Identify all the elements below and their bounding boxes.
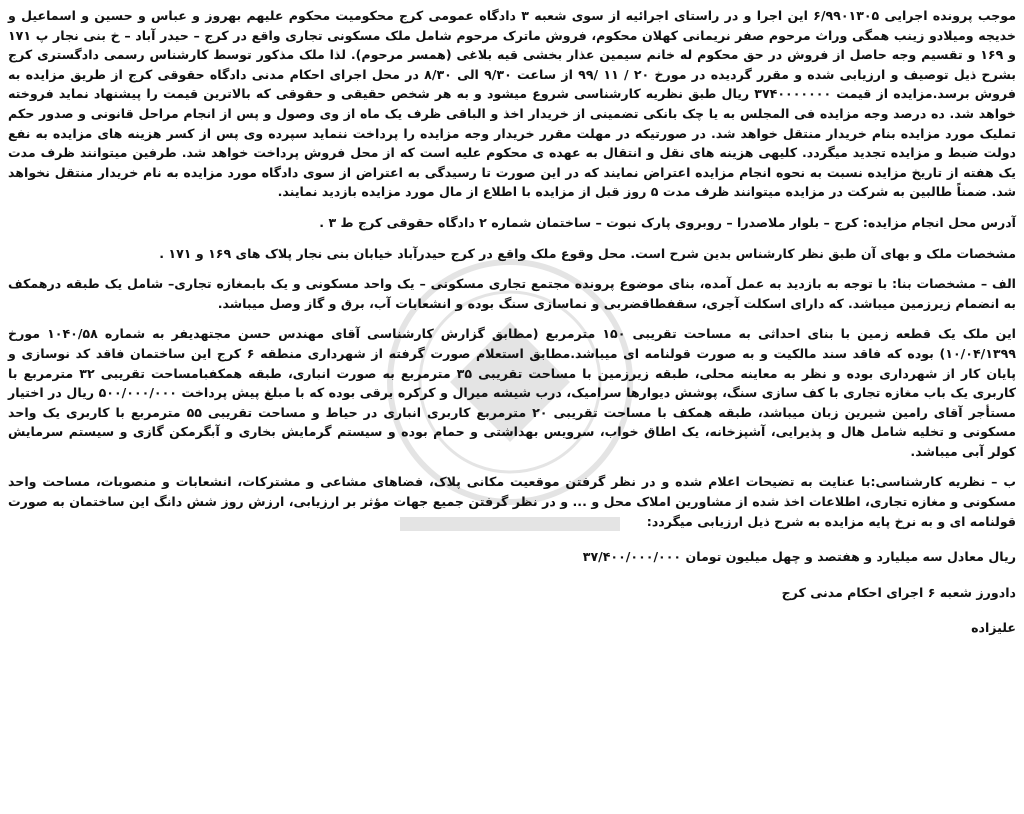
paragraph-property-details: این ملک یک قطعه زمین با بنای احداثی به مساحت تقریبی ۱۵۰ مترمربع (مطابق گزارش کارشناسی آقای مهندس حسن مجتهدیفر به شماره ۱۰۴۰/۵۸ مورخ ۱۰/۰۴/۱۳۹۹) بوده که فاقد سند مالکیت و به صورت قولنامه ای میباشد.مطابق استعلام صورت گرفته از شهرداری منطقه ۶ کرج این ساختمان فاقد کد نوسازی و پایان کار از شهرداری بوده و نظر به معاینه محلی، طبقه زیرزمین با مساحت تقریبی ۳۵ مترمربع به صورت انباری، طبقه همکفبامساحت تقریبی ۳۲ مترمربع با کاربری یک باب مغازه تجاری با کف سازی سنگ، پوشش دیوارها سرامیک، درب شیشه میرال و کرکره برقی بوده که با مبلغ پیش پرداخت ۵۰۰/۰۰۰/۰۰۰ ریال در اختیار مستأجر آقای رامین شیرین زبان میباشد، طبقه همکف با مساحت تقریبی ۲۰ مترمربع کاربری انباری در حیاط و مساحت تقریبی ۵۵ مترمربع با کاربری یک واحد مسکونی و تخلیه شامل هال و پذیرایی، آشپزخانه، یک اطاق خواب، سرویس بهداشتی و حمام بوده و سیستم گرمایش بخاری و آبگرمکن گازی و سیستم سرمایش کولر آبی میباشد. [8, 326, 1016, 459]
paragraph-auction-address: آدرس محل انجام مزایده: کرج – بلوار ملاصدرا – روبروی پارک نبوت – ساختمان شماره ۲ دادگاه حقوقی کرج ط ۳ . [319, 214, 1016, 230]
paragraph-intro: موجب پرونده اجرایی ۶/۹۹۰۱۳۰۵ این اجرا و در راستای اجرائیه از سوی شعبه ۳ دادگاه عمومی کرج محکومیت محکوم علیهم بهروز و عباس و حسین و اسماعیل و خدیجه ومیلادو زینب همگی وراث مرحوم صفر نریمانی کهلان محکوم، فروش ماترک مرحوم شامل ملک مسکونی تجاری واقع در کرج – حیدر آباد – خ بنی نجار پ ۱۷۱ و ۱۶۹ و تقسیم وجه حاصل از فروش در حق محکوم له خانم سیمین عذار بخشی قیه بلاغی (همسر مرحوم). لذا ملک مذکور توسط کارشناس رسمی دادگستری کرج بشرح ذیل توصیف و ارزیابی شده و مقرر گردیده در مورخ ۲۰ / ۱۱ /۹۹ از ساعت ۹/۳۰ الی ۸/۳۰ در محل اجرای احکام مدنی دادگاه حقوقی کرج از طریق مزایده به فروش برسد.مزایده از قیمت ۳۷۴۰۰۰۰۰۰۰ ریال طبق نظریه کارشناسی شروع میشود و به هر شخص حقیقی و حقوقی که بالاترین قیمت را پیشنهاد نماید فروخته خواهد شد. ده درصد وجه مزایده فی المجلس به یا چک بانکی تضمینی از خریدار اخذ و الباقی ظرف یک ماه از وی وصول و پس از انجام مراحل قانونی و صدور حکم تملیک مورد مزایده بنام خریدار منتقل خواهد شد. در صورتیکه در مهلت مقرر خریدار وجه مزایده را پرداخت ننماید سپرده وی پس از کسر هزینه های مزایده به نفع دولت ضبط و مزایده تجدید میگردد. کلیهی هزینه های نقل و انتقال به عهده ی محکوم علیه است که از محل فروش پرداخت خواهد شد. طرفین میتوانند ظرف مدت یک هفته از تاریخ مزایده نسبت به نحوه انجام مزایده اعتراض نمایند که در این صورت تا رسیدگی به اعتراض از سوی دادگاه مورد مزایده به نام خریدار منتقل نخواهد شد. ضمناً طالبین به شرکت در مزایده میتوانند ظرف مدت ۵ روز قبل از مزایده با اطلاع از مال مورد مزایده بازدید نمایند. [8, 8, 1016, 200]
valuation-amount: ریال معادل سه میلیارد و هفتصد و چهل میلیون تومان ۳۷/۴۰۰/۰۰۰/۰۰۰ [582, 549, 1016, 565]
paragraph-expert-opinion: ب – نظریه کارشناسی:با عنایت به تضیحات اعلام شده و در نظر گرفتن موقعیت مکانی پلاک، فضاهای مشاعی و مشترکات، انشعابات و منصوبات، مساحت واحد مسکونی و مغازه تجاری، اطلاعات اخذ شده از مشاورین املاک محل و ... و در نظر گرفتن جمیع جهات مؤثر بر ارزیابی، ارزش روز شش دانگ این ساختمان به صورت قولنامه ای و به نرخ پایه مزایده به شرح ذیل ارزیابی میگردد: [8, 474, 1016, 529]
signature-name: علیزاده [971, 620, 1016, 636]
paragraph-property-location: مشخصات ملک و بهای آن طبق نظر کارشناس بدین شرح است. محل وقوع ملک واقع در کرج حیدرآباد خیابان بنی نجار پلاک های ۱۶۹ و ۱۷۱ . [159, 245, 1016, 261]
paragraph-building-specs: الف – مشخصات بنا: با توجه به بازدید به عمل آمده، بنای موضوع پرونده مجتمع تجاری مسکونی – یک واحد مسکونی و یک بابمغازه تجاری– شامل یک طبقه درهمکف به انضمام زیرزمین میباشد. که دارای اسکلت آجری، سقفطاقضربی و نماسازی سنگ بوده و انشعابات آب، برق و گاز وصل میباشد. [8, 276, 1016, 311]
signature-title: دادورز شعبه ۶ اجرای احکام مدنی کرج [781, 584, 1016, 600]
